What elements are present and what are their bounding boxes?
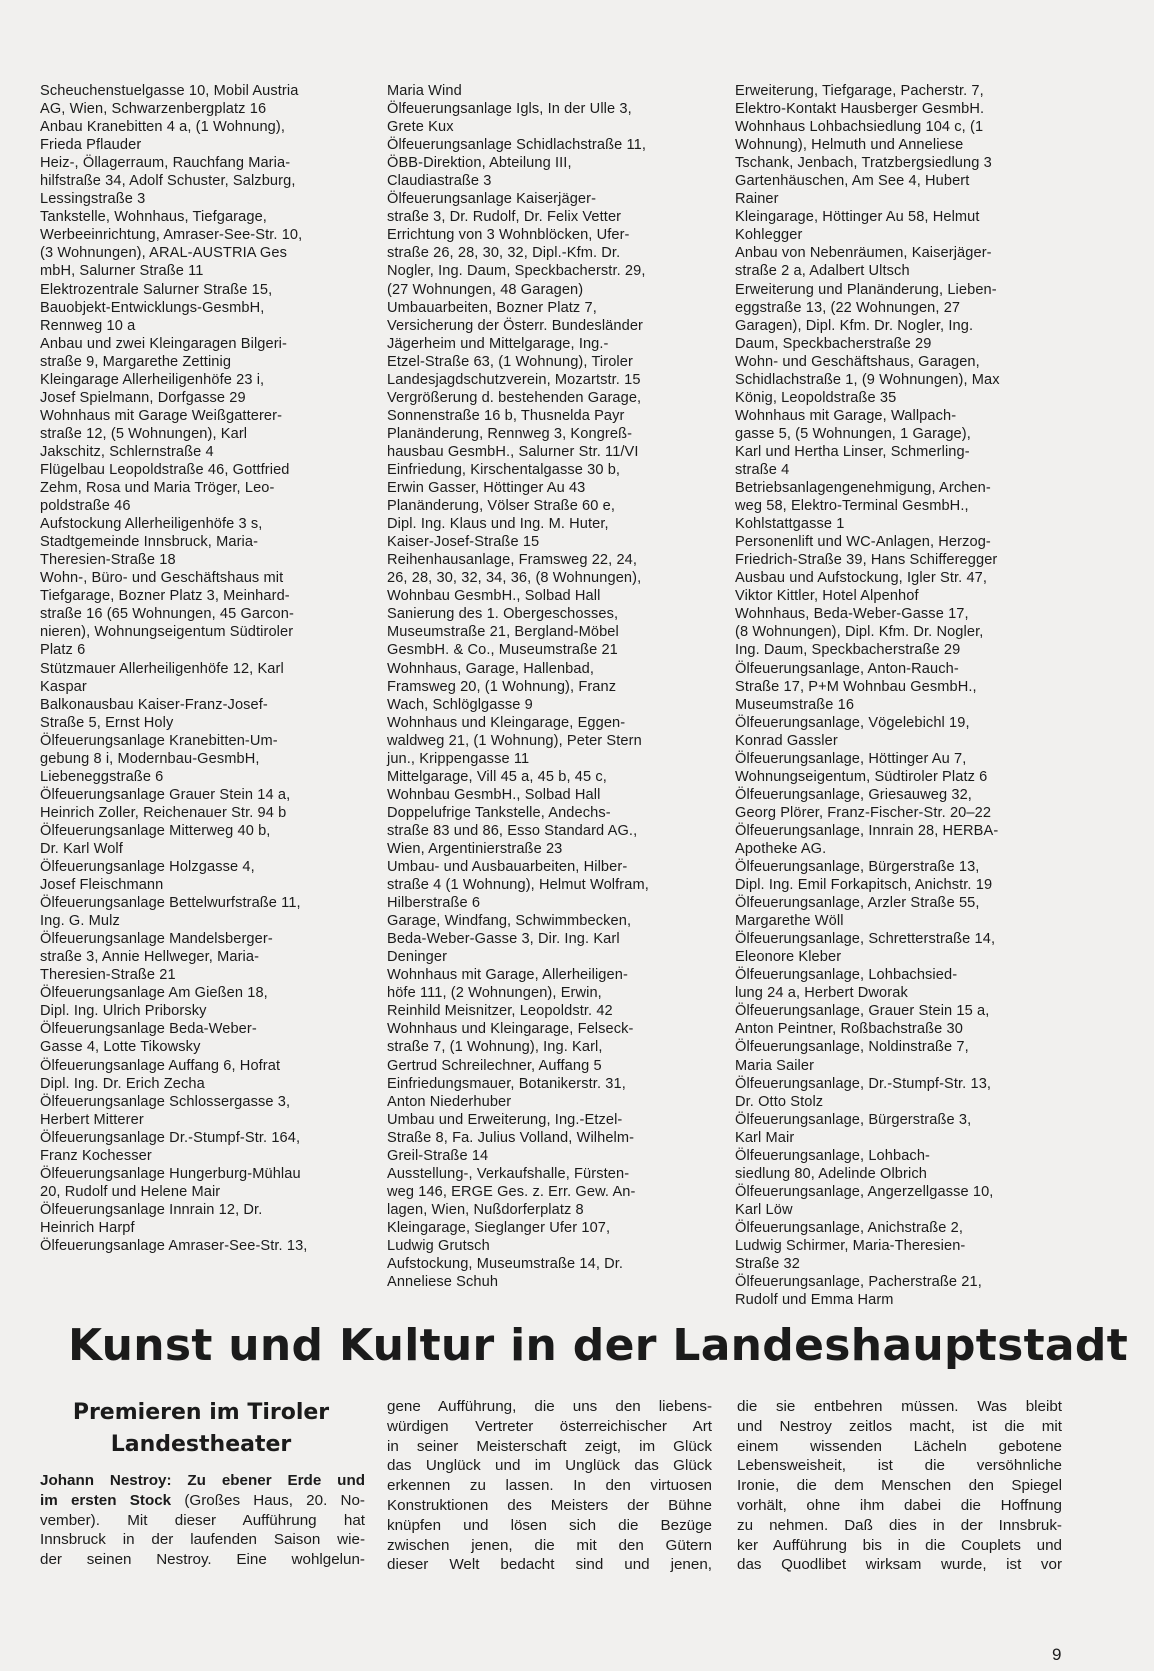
- listing-line: Ölfeuerungsanlage, Lohbach-: [735, 1147, 930, 1164]
- listing-line: straße 2 a, Adalbert Ultsch: [735, 263, 910, 280]
- listing-line: hausbau GesmbH., Salurner Str. 11/VI: [387, 443, 639, 460]
- listing-line: Ölfeuerungsanlage, Pacherstraße 21,: [735, 1274, 982, 1291]
- listing-line: Wach, Schlöglgasse 9: [387, 696, 533, 713]
- listing-line: siedlung 80, Adelinde Olbrich: [735, 1165, 927, 1182]
- listing-line: Wien, Argentinierstraße 23: [387, 840, 563, 857]
- listing-line: Ausstellung-, Verkaufshalle, Fürsten-: [387, 1165, 630, 1182]
- listing-line: Kaiser-Josef-Straße 15: [387, 534, 540, 551]
- listing-line: Nogler, Ing. Daum, Speckbacherstr. 29,: [387, 263, 646, 280]
- listing-line: Hilberstraße 6: [387, 895, 481, 912]
- listing-line: straße 16 (65 Wohnungen, 45 Garcon-: [40, 606, 294, 623]
- listing-line: Jägerheim und Mittelgarage, Ing.-: [387, 335, 609, 352]
- listing-line: Daum, Speckbacherstraße 29: [735, 335, 932, 352]
- listing-line: Georg Plörer, Franz-Fischer-Str. 20–22: [735, 804, 992, 821]
- listing-line: (8 Wohnungen), Dipl. Kfm. Dr. Nogler,: [735, 624, 984, 641]
- listing-line: Tiefgarage, Bozner Platz 3, Meinhard-: [40, 588, 290, 605]
- article-line: der seinen Nestroy. Eine wohlgelun-: [40, 1551, 365, 1569]
- listing-line: Theresien-Straße 18: [40, 552, 176, 569]
- listing-line: Wohnhaus mit Garage, Wallpach-: [735, 407, 957, 424]
- listing-line: Kohlstattgasse 1: [735, 516, 845, 533]
- listing-line: Ölfeuerungsanlage Amraser-See-Str. 13,: [40, 1238, 308, 1254]
- listing-line: Grete Kux: [387, 119, 454, 136]
- listing-line: Balkonausbau Kaiser-Franz-Josef-: [40, 696, 268, 713]
- listing-line: Aufstockung, Museumstraße 14, Dr.: [387, 1256, 624, 1273]
- listing-line: Umbauarbeiten, Bozner Platz 7,: [387, 299, 597, 316]
- article-column-3: [737, 1397, 1062, 1575]
- listing-line: Ölfeuerungsanlage, Lohbachsied-: [735, 967, 958, 984]
- listing-line: Josef Spielmann, Dorfgasse 29: [40, 389, 246, 406]
- article-line: das Quodlibet wirksam wurde, ist vor: [737, 1556, 1062, 1574]
- listing-line: Ölfeuerungsanlage Kranebitten-Um-: [40, 732, 278, 749]
- listing-line: Ölfeuerungsanlage, Bürgerstraße 13,: [735, 859, 980, 876]
- listing-line: Ölfeuerungsanlage, Angerzellgasse 10,: [735, 1183, 994, 1200]
- article-line: Ironie, die dem Menschen den Spiegel: [737, 1477, 1062, 1495]
- listing-line: Ölfeuerungsanlage Schidlachstraße 11,: [387, 137, 646, 154]
- listing-line: Straße 5, Ernst Holy: [40, 714, 174, 731]
- listing-column-2: [387, 82, 707, 1291]
- listing-line: Theresien-Straße 21: [40, 967, 176, 984]
- listing-line: Ölfeuerungsanlage, Anichstraße 2,: [735, 1219, 964, 1236]
- listing-line: Ölfeuerungsanlage Kaiserjäger-: [387, 191, 597, 208]
- listing-line: lagen, Wien, Nußdorferplatz 8: [387, 1201, 584, 1218]
- listing-line: Vergrößerung d. bestehenden Garage,: [387, 389, 642, 406]
- listing-line: Framsweg 20, (1 Wohnung), Franz: [387, 678, 617, 695]
- listing-line: Sonnenstraße 16 b, Thusnelda Payr: [387, 407, 625, 424]
- listing-line: höfe 111, (2 Wohnungen), Erwin,: [387, 985, 602, 1002]
- listing-line: Dr. Otto Stolz: [735, 1093, 824, 1110]
- article-line: Innsbruck in der laufenden Saison wie-: [40, 1531, 365, 1549]
- listing-line: Museumstraße 16: [735, 696, 855, 713]
- listing-line: mbH, Salurner Straße 11: [40, 263, 204, 280]
- listing-line: Rainer: [735, 191, 779, 208]
- listing-line: (27 Wohnungen, 48 Garagen): [387, 281, 584, 298]
- listing-line: Lessingstraße 3: [40, 191, 146, 208]
- listing-line: Planänderung, Völser Straße 60 e,: [387, 498, 616, 515]
- listing-line: Wohn- und Geschäftshaus, Garagen,: [735, 353, 980, 370]
- listing-line: straße 4: [735, 461, 790, 478]
- listing-line: gasse 5, (5 Wohnungen, 1 Garage),: [735, 425, 971, 442]
- listing-line: Heinrich Harpf: [40, 1219, 135, 1236]
- article-line: gene Aufführung, die uns den liebens-: [387, 1398, 712, 1415]
- listing-line: (3 Wohnungen), ARAL-AUSTRIA Ges: [40, 245, 287, 262]
- listing-line: Personenlift und WC-Anlagen, Herzog-: [735, 534, 991, 551]
- listing-line: gebung 8 i, Modernbau-GesmbH,: [40, 750, 260, 767]
- listing-line: straße 9, Margarethe Zettinig: [40, 353, 232, 370]
- listing-line: Rudolf und Emma Harm: [735, 1292, 894, 1309]
- listing-line: straße 83 und 86, Esso Standard AG.,: [387, 822, 638, 839]
- listing-line: Sanierung des 1. Obergeschosses,: [387, 606, 619, 623]
- listing-line: Anneliese Schuh: [387, 1274, 499, 1291]
- listing-line: Mittelgarage, Vill 45 a, 45 b, 45 c,: [387, 768, 607, 785]
- listing-line: straße 3, Dr. Rudolf, Dr. Felix Vetter: [387, 209, 622, 226]
- listing-line: Anton Peintner, Roßbachstraße 30: [735, 1021, 963, 1038]
- listing-line: 20, Rudolf und Helene Mair: [40, 1183, 221, 1200]
- listing-line: weg 58, Elektro-Terminal GesmbH.,: [735, 498, 969, 515]
- listing-line: Ing. G. Mulz: [40, 913, 120, 930]
- listing-line: Maria Sailer: [735, 1057, 815, 1074]
- listing-line: poldstraße 46: [40, 498, 131, 515]
- article-line: erkennen zu lassen. In den virtuosen: [387, 1477, 712, 1495]
- article-line: dieser Welt bedacht sind und jenen,: [387, 1556, 712, 1574]
- listing-line: Dipl. Ing. Ulrich Priborsky: [40, 1003, 207, 1020]
- listing-line: Wohnungseigentum, Südtiroler Platz 6: [735, 768, 988, 785]
- listing-line: straße 26, 28, 30, 32, Dipl.-Kfm. Dr.: [387, 245, 621, 262]
- listing-line: Doppelufrige Tankstelle, Andechs-: [387, 804, 611, 821]
- listing-line: Heinrich Zoller, Reichenauer Str. 94 b: [40, 804, 287, 821]
- lead-rest: (Großes Haus, 20. No-: [171, 1491, 365, 1509]
- article-line: würdigen Vertreter österreichischer Art: [387, 1417, 712, 1435]
- listing-line: Liebeneggstraße 6: [40, 768, 164, 785]
- listing-line: Straße 32: [735, 1256, 800, 1273]
- listing-line: Stadtgemeinde Innsbruck, Maria-: [40, 534, 259, 551]
- listing-line: Anbau von Nebenräumen, Kaiserjäger-: [735, 245, 992, 262]
- listing-line: Claudiastraße 3: [387, 173, 492, 190]
- listing-line: Herbert Mitterer: [40, 1111, 144, 1128]
- listing-line: König, Leopoldstraße 35: [735, 389, 897, 406]
- listing-line: Ölfeuerungsanlage, Anton-Rauch-: [735, 660, 959, 677]
- listing-line: Ölfeuerungsanlage Schlossergasse 3,: [40, 1093, 291, 1110]
- article-line: zwischen jenen, die mit den Gütern: [387, 1536, 712, 1554]
- listing-line: Wohnbau GesmbH., Solbad Hall: [387, 786, 601, 803]
- listing-line: Ölfeuerungsanlage Am Gießen 18,: [40, 985, 268, 1002]
- listing-line: straße 4 (1 Wohnung), Helmut Wolfram,: [387, 877, 649, 894]
- subheading-line-2: Landestheater: [110, 1432, 292, 1457]
- listing-line: Josef Fleischmann: [40, 877, 164, 894]
- listing-line: Kleingarage, Höttinger Au 58, Helmut: [735, 209, 980, 226]
- listing-line: Reinhild Meisnitzer, Leopoldstr. 42: [387, 1003, 613, 1020]
- listing-line: Ölfeuerungsanlage, Dr.-Stumpf-Str. 13,: [735, 1075, 992, 1092]
- listing-line: Dipl. Ing. Dr. Erich Zecha: [40, 1075, 205, 1092]
- article-line: ker Aufführung bis in die Couplets und: [737, 1536, 1062, 1554]
- listing-line: straße 7, (1 Wohnung), Ing. Karl,: [387, 1039, 603, 1056]
- listing-line: Kleingarage Allerheiligenhöfe 23 i,: [40, 371, 265, 388]
- listing-line: Ölfeuerungsanlage Grauer Stein 14 a,: [40, 786, 291, 803]
- article-line: vorhält, ohne ihm dabei die Hoffnung: [737, 1496, 1062, 1514]
- listing-column-1: [40, 82, 360, 1255]
- listing-line: Wohnhaus Lohbachsiedlung 104 c, (1: [735, 119, 984, 136]
- listing-line: Versicherung der Österr. Bundesländer: [387, 317, 643, 334]
- listing-line: Karl und Hertha Linser, Schmerling-: [735, 443, 970, 460]
- listing-line: jun., Krippengasse 11: [387, 750, 530, 767]
- article-subheading: [40, 1397, 362, 1461]
- subheading-line-1: Premieren im Tiroler: [72, 1400, 330, 1425]
- listing-line: Elektrozentrale Salurner Straße 15,: [40, 281, 273, 298]
- listing-line: Etzel-Straße 63, (1 Wohnung), Tiroler: [387, 353, 633, 370]
- listing-line: eggstraße 13, (22 Wohnungen, 27: [735, 299, 961, 316]
- listing-line: Ölfeuerungsanlage Holzgasse 4,: [40, 859, 255, 876]
- listing-line: Werbeeinrichtung, Amraser-See-Str. 10,: [40, 227, 303, 244]
- listing-line: Erwin Gasser, Höttinger Au 43: [387, 480, 586, 497]
- listing-line: Anton Niederhuber: [387, 1093, 512, 1110]
- listing-line: Ölfeuerungsanlage, Höttinger Au 7,: [735, 750, 967, 767]
- listing-line: waldweg 21, (1 Wohnung), Peter Stern: [387, 732, 642, 749]
- article-lead-line: [40, 1471, 365, 1491]
- article-line: die sie entbehren müssen. Was bleibt: [737, 1398, 1062, 1415]
- listing-line: Scheuchenstuelgasse 10, Mobil Austria: [40, 83, 299, 99]
- article-line: Lebensweisheit, ist die versöhnliche: [737, 1457, 1062, 1475]
- listing-line: Wohnhaus und Kleingarage, Felseck-: [387, 1021, 634, 1038]
- article-line: und Nestroy zeitlos macht, ist die mit: [737, 1417, 1062, 1435]
- listing-line: Erweiterung, Tiefgarage, Pacherstr. 7,: [735, 83, 984, 99]
- section-headline: Kunst und Kultur in der Landeshauptstadt: [68, 1320, 1129, 1371]
- listing-line: lung 24 a, Herbert Dworak: [735, 985, 908, 1002]
- listing-line: Karl Mair: [735, 1129, 795, 1146]
- listing-line: Wohnung), Helmuth und Anneliese: [735, 137, 964, 154]
- listing-column-3: [735, 82, 1055, 1309]
- listing-line: Kohlegger: [735, 227, 803, 244]
- listing-line: Ludwig Grutsch: [387, 1238, 490, 1254]
- listing-line: Karl Löw: [735, 1201, 793, 1218]
- listing-line: Jakschitz, Schlernstraße 4: [40, 443, 214, 460]
- listing-line: Planänderung, Rennweg 3, Kongreß-: [387, 425, 633, 442]
- listing-line: Maria Wind: [387, 83, 462, 99]
- listing-line: Deninger: [387, 949, 448, 966]
- listing-line: Betriebsanlagengenehmigung, Archen-: [735, 480, 991, 497]
- listing-line: Ausbau und Aufstockung, Igler Str. 47,: [735, 570, 988, 587]
- listing-line: Museumstraße 21, Bergland-Möbel: [387, 624, 619, 641]
- listing-line: Eleonore Kleber: [735, 949, 842, 966]
- listing-line: Wohnbau GesmbH., Solbad Hall: [387, 588, 601, 605]
- listing-line: Elektro-Kontakt Hausberger GesmbH.: [735, 101, 985, 118]
- listing-line: ÖBB-Direktion, Abteilung III,: [387, 155, 572, 172]
- listing-line: 26, 28, 30, 32, 34, 36, (8 Wohnungen),: [387, 570, 642, 587]
- listing-line: Einfriedungsmauer, Botanikerstr. 31,: [387, 1075, 626, 1092]
- listing-line: Frieda Pflauder: [40, 137, 142, 154]
- listing-line: Gertrud Schreilechner, Auffang 5: [387, 1057, 602, 1074]
- listing-line: Gasse 4, Lotte Tikowsky: [40, 1039, 201, 1056]
- listing-line: Dr. Karl Wolf: [40, 840, 123, 857]
- listing-line: Errichtung von 3 Wohnblöcken, Ufer-: [387, 227, 630, 244]
- article-line: zu nehmen. Daß dies in der Innsbruk-: [737, 1516, 1062, 1534]
- listing-line: Anbau Kranebitten 4 a, (1 Wohnung),: [40, 119, 286, 136]
- listing-line: Stützmauer Allerheiligenhöfe 12, Karl: [40, 660, 284, 677]
- listing-line: Franz Kochesser: [40, 1147, 152, 1164]
- listing-line: Heiz-, Öllagerraum, Rauchfang Maria-: [40, 155, 291, 172]
- listing-line: Ölfeuerungsanlage Igls, In der Ulle 3,: [387, 101, 632, 118]
- page-number: 9: [1052, 1645, 1062, 1664]
- listing-line: Ölfeuerungsanlage, Innrain 28, HERBA-: [735, 822, 999, 839]
- listing-line: Landesjagdschutzverein, Mozartstr. 15: [387, 371, 641, 388]
- article-line: in seiner Meisterschaft zeigt, im Glück: [387, 1437, 712, 1455]
- listing-line: Wohnhaus, Garage, Hallenbad,: [387, 660, 594, 677]
- listing-line: Rennweg 10 a: [40, 317, 136, 334]
- listing-line: Ölfeuerungsanlage Innrain 12, Dr.: [40, 1201, 263, 1218]
- listing-line: Ludwig Schirmer, Maria-Theresien-: [735, 1238, 966, 1254]
- play-title-bold: Johann Nestroy: Zu ebener Erde und: [40, 1472, 365, 1489]
- listing-line: Beda-Weber-Gasse 3, Dir. Ing. Karl: [387, 931, 620, 948]
- listing-line: weg 146, ERGE Ges. z. Err. Gew. An-: [387, 1183, 636, 1200]
- listing-line: Wohnhaus, Beda-Weber-Gasse 17,: [735, 606, 969, 623]
- article-line: Konstruktionen des Meisters der Bühne: [387, 1496, 712, 1514]
- listing-line: Tankstelle, Wohnhaus, Tiefgarage,: [40, 209, 267, 226]
- article-column-1: [40, 1397, 365, 1570]
- listing-line: Ölfeuerungsanlage Auffang 6, Hofrat: [40, 1057, 281, 1074]
- listing-line: Ölfeuerungsanlage, Grauer Stein 15 a,: [735, 1003, 990, 1020]
- listing-line: Schidlachstraße 1, (9 Wohnungen), Max: [735, 371, 1000, 388]
- article-line: das Unglück und im Unglück das Glück: [387, 1457, 712, 1475]
- listing-line: Bauobjekt-Entwicklungs-GesmbH,: [40, 299, 265, 316]
- listing-line: Ölfeuerungsanlage Beda-Weber-: [40, 1021, 257, 1038]
- listing-line: Tschank, Jenbach, Tratzbergsiedlung 3: [735, 155, 992, 172]
- listing-line: Ölfeuerungsanlage Hungerburg-Mühlau: [40, 1165, 301, 1182]
- listing-line: Umbau- und Ausbauarbeiten, Hilber-: [387, 859, 628, 876]
- listing-line: Garagen), Dipl. Kfm. Dr. Nogler, Ing.: [735, 317, 974, 334]
- listing-line: Straße 17, P+M Wohnbau GesmbH.,: [735, 678, 977, 695]
- listing-line: Ölfeuerungsanlage, Noldinstraße 7,: [735, 1039, 969, 1056]
- listing-line: Gartenhäuschen, Am See 4, Hubert: [735, 173, 970, 190]
- listing-line: Ölfeuerungsanlage, Arzler Straße 55,: [735, 895, 980, 912]
- listing-line: Wohn-, Büro- und Geschäftshaus mit: [40, 570, 284, 587]
- listing-line: straße 12, (5 Wohnungen), Karl: [40, 425, 248, 442]
- listing-line: Ölfeuerungsanlage Mitterweg 40 b,: [40, 822, 271, 839]
- listing-line: Flügelbau Leopoldstraße 46, Gottfried: [40, 461, 290, 478]
- article-lead-line: [40, 1491, 365, 1511]
- listing-line: Platz 6: [40, 642, 86, 659]
- listing-line: Margarethe Wöll: [735, 913, 844, 930]
- listing-line: Aufstockung Allerheiligenhöfe 3 s,: [40, 516, 263, 533]
- article-line: knüpfen und lösen sich die Bezüge: [387, 1516, 712, 1534]
- listing-line: Straße 8, Fa. Julius Volland, Wilhelm-: [387, 1129, 635, 1146]
- listing-line: Zehm, Rosa und Maria Tröger, Leo-: [40, 480, 275, 497]
- listing-line: Reihenhausanlage, Framsweg 22, 24,: [387, 552, 638, 569]
- listing-line: Kleingarage, Sieglanger Ufer 107,: [387, 1219, 611, 1236]
- listing-line: GesmbH. & Co., Museumstraße 21: [387, 642, 618, 659]
- listing-line: Ing. Daum, Speckbacherstraße 29: [735, 642, 961, 659]
- listing-line: Ölfeuerungsanlage, Vögelebichl 19,: [735, 714, 970, 731]
- listing-line: Wohnhaus mit Garage, Allerheiligen-: [387, 967, 628, 984]
- listing-line: Wohnhaus und Kleingarage, Eggen-: [387, 714, 626, 731]
- article-line: einem wissenden Lächeln gebotene: [737, 1437, 1062, 1455]
- listing-line: Einfriedung, Kirschentalgasse 30 b,: [387, 461, 621, 478]
- listing-line: Ölfeuerungsanlage Bettelwurfstraße 11,: [40, 895, 301, 912]
- listing-line: Ölfeuerungsanlage, Bürgerstraße 3,: [735, 1111, 972, 1128]
- listing-line: Wohnhaus mit Garage Weißgatterer-: [40, 407, 283, 424]
- listing-line: Ölfeuerungsanlage Mandelsberger-: [40, 931, 273, 948]
- play-title-bold-2: im ersten Stock: [40, 1491, 172, 1509]
- listing-line: straße 3, Annie Hellweger, Maria-: [40, 949, 260, 966]
- listing-line: Anbau und zwei Kleingaragen Bilgeri-: [40, 335, 287, 352]
- listing-line: Ölfeuerungsanlage, Griesauweg 32,: [735, 786, 972, 803]
- listing-line: Greil-Straße 14: [387, 1147, 489, 1164]
- listing-line: Ölfeuerungsanlage, Schretterstraße 14,: [735, 931, 996, 948]
- listing-line: Konrad Gassler: [735, 732, 838, 749]
- listing-line: AG, Wien, Schwarzenbergplatz 16: [40, 101, 267, 118]
- listing-line: Kaspar: [40, 678, 87, 695]
- listing-line: Umbau und Erweiterung, Ing.-Etzel-: [387, 1111, 623, 1128]
- listing-line: Ölfeuerungsanlage Dr.-Stumpf-Str. 164,: [40, 1129, 301, 1146]
- listing-line: Apotheke AG.: [735, 840, 827, 857]
- listing-line: Garage, Windfang, Schwimmbecken,: [387, 913, 632, 930]
- listing-line: Viktor Kittler, Hotel Alpenhof: [735, 588, 919, 605]
- listing-line: hilfstraße 34, Adolf Schuster, Salzburg,: [40, 173, 296, 190]
- listing-line: Dipl. Ing. Klaus und Ing. M. Huter,: [387, 516, 609, 533]
- listing-line: Erweiterung und Planänderung, Lieben-: [735, 281, 997, 298]
- listing-line: Friedrich-Straße 39, Hans Schifferegger: [735, 552, 998, 569]
- article-line: vember). Mit dieser Aufführung hat: [40, 1511, 365, 1529]
- article-column-2: [387, 1397, 712, 1575]
- listing-line: Dipl. Ing. Emil Forkapitsch, Anichstr. 19: [735, 877, 993, 894]
- listing-line: nieren), Wohnungseigentum Südtiroler: [40, 624, 294, 641]
